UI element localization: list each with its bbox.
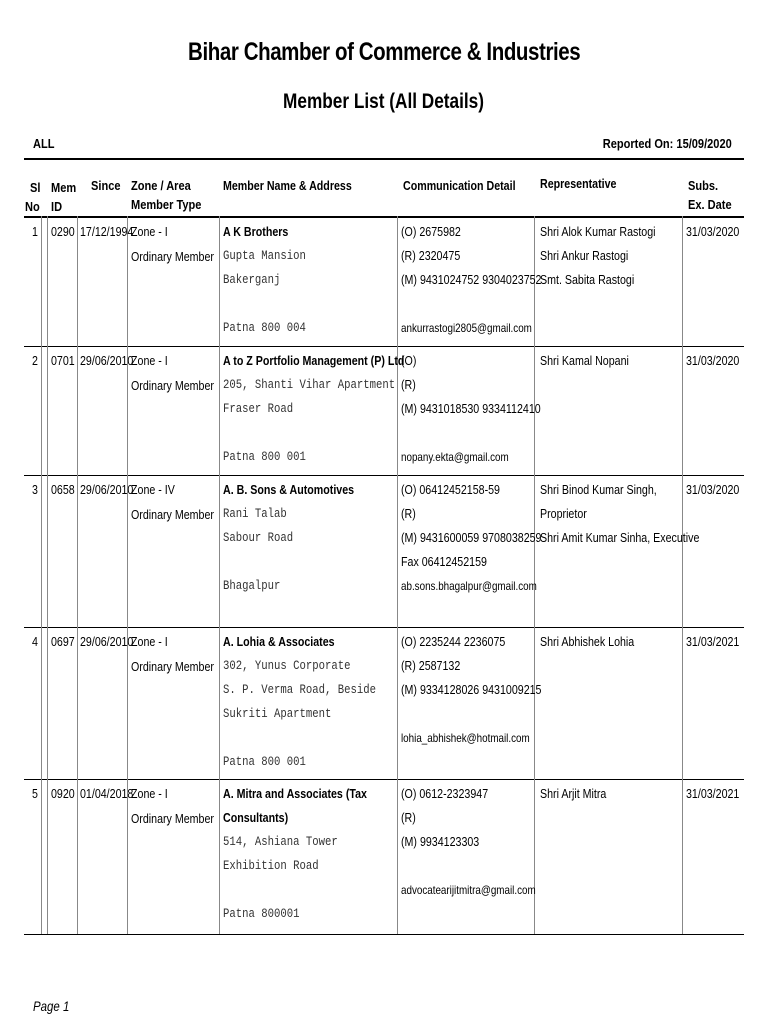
row-phone-line: (O) 2675982 <box>401 224 461 239</box>
row-address-line: Patna 800001 <box>223 907 300 921</box>
column-divider <box>397 216 398 346</box>
column-divider <box>219 345 220 475</box>
row-sl-no: 1 <box>31 224 38 239</box>
row-member-type: Ordinary Member <box>131 378 214 393</box>
row-representative: Shri Amit Kumar Sinha, Executive <box>540 530 700 545</box>
row-since-date: 17/12/1994 <box>80 224 134 239</box>
row-sl-no: 3 <box>31 482 38 497</box>
column-divider <box>47 626 48 779</box>
column-divider <box>534 778 535 934</box>
row-phone-line: (R) <box>401 377 416 392</box>
row-member-type: Ordinary Member <box>131 507 214 522</box>
row-since-date: 29/06/2010 <box>80 634 134 649</box>
column-divider <box>219 626 220 779</box>
header-zone-type: Zone / Area Member Type <box>131 178 202 212</box>
row-representative: Shri Kamal Nopani <box>540 353 629 368</box>
row-member-type: Ordinary Member <box>131 659 214 674</box>
column-divider <box>534 474 535 627</box>
column-divider <box>682 216 683 346</box>
row-address-line: Sukriti Apartment <box>223 707 332 721</box>
row-subs-date: 31/03/2020 <box>686 224 740 239</box>
row-zone: Zone - I <box>131 786 168 801</box>
row-sl-no: 5 <box>31 786 38 801</box>
row-representative: Proprietor <box>540 506 587 521</box>
row-divider <box>24 475 744 476</box>
row-phone-line: (O) 2235244 2236075 <box>401 634 506 649</box>
row-address-line: Bakerganj <box>223 273 281 287</box>
column-divider <box>219 474 220 627</box>
column-divider <box>41 216 42 346</box>
row-phone-line: (M) 9431018530 9334112410 <box>401 401 541 416</box>
row-representative: Shri Abhishek Lohia <box>540 634 635 649</box>
column-divider <box>397 626 398 779</box>
header-name-address: Member Name & Address <box>223 178 352 193</box>
column-divider <box>219 216 220 346</box>
row-divider <box>24 346 744 347</box>
column-divider <box>47 778 48 934</box>
row-email: advocatearijitmitra@gmail.com <box>401 883 536 897</box>
row-phone-line: (O) <box>401 353 417 368</box>
row-phone-line: (R) <box>401 810 416 825</box>
row-representative: Smt. Sabita Rastogi <box>540 272 635 287</box>
row-zone: Zone - I <box>131 353 168 368</box>
row-since-date: 29/06/2010 <box>80 353 134 368</box>
column-divider <box>682 778 683 934</box>
column-divider <box>47 474 48 627</box>
row-member-name: A. Mitra and Associates (Tax <box>223 786 367 801</box>
column-divider <box>397 474 398 627</box>
filter-label: ALL <box>33 136 55 151</box>
row-zone: Zone - I <box>131 634 168 649</box>
row-representative: Shri Alok Kumar Rastogi <box>540 224 656 239</box>
header-subs-date: Subs. Ex. Date <box>688 178 732 212</box>
page-number: Page 1 <box>33 998 70 1014</box>
row-divider <box>24 627 744 628</box>
row-representative: Shri Binod Kumar Singh, <box>540 482 657 497</box>
row-mem-id: 0697 <box>51 634 75 649</box>
row-address-line: 205, Shanti Vihar Apartment <box>223 378 396 392</box>
row-email: ankurrastogi2805@gmail.com <box>401 321 532 335</box>
row-address-line: Patna 800 004 <box>223 321 306 335</box>
row-member-name: A K Brothers <box>223 224 289 239</box>
row-address-line: Exhibition Road <box>223 859 319 873</box>
row-phone-line: (M) 9334128026 9431009215 <box>401 682 542 697</box>
row-phone-line: (M) 9431024752 9304023752 <box>401 272 542 287</box>
row-member-type: Ordinary Member <box>131 249 214 264</box>
row-zone: Zone - IV <box>131 482 175 497</box>
row-since-date: 29/06/2010 <box>80 482 134 497</box>
row-sl-no: 4 <box>31 634 38 649</box>
reported-on-label: Reported On: 15/09/2020 <box>603 136 732 151</box>
row-phone-line: (M) 9431600059 9708038259 <box>401 530 542 545</box>
header-bottom-rule <box>24 216 744 218</box>
header-communication: Communication Detail <box>403 178 516 193</box>
row-subs-date: 31/03/2021 <box>686 634 740 649</box>
row-email: nopany.ekta@gmail.com <box>401 450 509 464</box>
column-divider <box>47 345 48 475</box>
row-phone-line: (O) 06412452158-59 <box>401 482 500 497</box>
row-address-line: Fraser Road <box>223 402 294 416</box>
row-member-type: Ordinary Member <box>131 811 214 826</box>
row-mem-id: 0920 <box>51 786 75 801</box>
header-representative: Representative <box>540 176 617 191</box>
header-top-rule <box>24 158 744 160</box>
row-address-line: 514, Ashiana Tower <box>223 835 338 849</box>
row-mem-id: 0701 <box>51 353 75 368</box>
row-sl-no: 2 <box>31 353 38 368</box>
row-phone-line: Fax 06412452159 <box>401 554 487 569</box>
row-member-name: A. Lohia & Associates <box>223 634 335 649</box>
row-phone-line: (R) <box>401 506 416 521</box>
header-since: Since <box>91 178 121 193</box>
row-address-line: Gupta Mansion <box>223 249 306 263</box>
row-phone-line: (M) 9934123303 <box>401 834 480 849</box>
row-phone-line: (R) 2320475 <box>401 248 461 263</box>
document-subtitle: Member List (All Details) <box>283 90 485 113</box>
header-sl-no: Sl No <box>24 180 41 214</box>
row-address-line: Patna 800 001 <box>223 755 306 769</box>
row-subs-date: 31/03/2020 <box>686 353 740 368</box>
row-phone-line: (O) 0612-2323947 <box>401 786 489 801</box>
document-title: Bihar Chamber of Commerce & Industries <box>187 38 581 66</box>
row-mem-id: 0290 <box>51 224 75 239</box>
row-zone: Zone - I <box>131 224 168 239</box>
column-divider <box>219 778 220 934</box>
row-email: lohia_abhishek@hotmail.com <box>401 731 530 745</box>
row-address-line: 302, Yunus Corporate <box>223 659 351 673</box>
column-divider <box>534 626 535 779</box>
column-divider <box>47 216 48 346</box>
row-address-line: Bhagalpur <box>223 579 281 593</box>
row-representative: Shri Ankur Rastogi <box>540 248 629 263</box>
column-divider <box>41 778 42 934</box>
row-representative: Shri Arjit Mitra <box>540 786 607 801</box>
row-member-name: Consultants) <box>223 810 289 825</box>
row-since-date: 01/04/2018 <box>80 786 134 801</box>
row-address-line: S. P. Verma Road, Beside <box>223 683 377 697</box>
row-subs-date: 31/03/2020 <box>686 482 740 497</box>
column-divider <box>682 345 683 475</box>
column-divider <box>41 626 42 779</box>
row-member-name: A to Z Portfolio Management (P) Ltd <box>223 353 405 368</box>
row-phone-line: (R) 2587132 <box>401 658 461 673</box>
row-divider <box>24 934 744 935</box>
row-email: ab.sons.bhagalpur@gmail.com <box>401 579 537 593</box>
row-divider <box>24 779 744 780</box>
row-subs-date: 31/03/2021 <box>686 786 740 801</box>
row-mem-id: 0658 <box>51 482 75 497</box>
column-divider <box>41 474 42 627</box>
column-divider <box>41 345 42 475</box>
row-member-name: A. B. Sons & Automotives <box>223 482 355 497</box>
row-address-line: Rani Talab <box>223 507 287 521</box>
column-divider <box>682 626 683 779</box>
row-address-line: Patna 800 001 <box>223 450 306 464</box>
row-address-line: Sabour Road <box>223 531 294 545</box>
header-mem-id: Mem ID <box>51 180 77 214</box>
